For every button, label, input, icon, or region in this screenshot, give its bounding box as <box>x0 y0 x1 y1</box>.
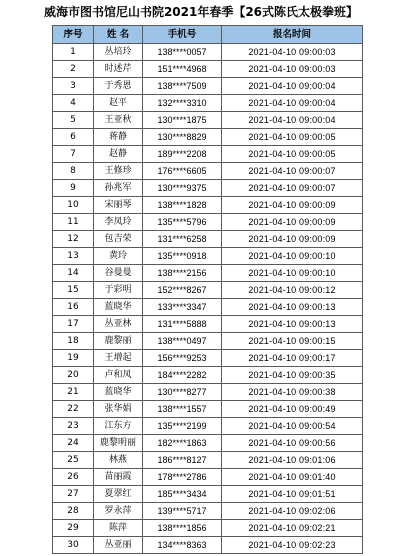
cell-index: 20 <box>53 367 94 384</box>
cell-phone: 131****6258 <box>143 231 222 248</box>
cell-index: 27 <box>53 486 94 503</box>
cell-phone: 138****7509 <box>143 78 222 95</box>
cell-name: 蒋静 <box>94 129 143 146</box>
cell-phone: 130****8277 <box>143 384 222 401</box>
cell-name: 鹿黎丽 <box>94 333 143 350</box>
table-row <box>53 180 363 197</box>
cell-index: 15 <box>53 282 94 299</box>
cell-index: 17 <box>53 316 94 333</box>
table-row <box>53 248 363 265</box>
cell-index: 10 <box>53 197 94 214</box>
cell-phone: 133****3347 <box>143 299 222 316</box>
cell-phone: 135****0918 <box>143 248 222 265</box>
cell-phone: 138****1856 <box>143 520 222 537</box>
cell-name: 鹿黎明丽 <box>94 435 143 452</box>
table-row <box>53 197 363 214</box>
header-name: 姓 名 <box>94 26 143 44</box>
cell-index: 4 <box>53 95 94 112</box>
cell-phone: 185****3434 <box>143 486 222 503</box>
cell-name: 丛培玲 <box>94 44 143 61</box>
table-row <box>53 486 363 503</box>
cell-time: 2021-04-10 09:01:51 <box>222 486 363 503</box>
cell-name: 包吉荣 <box>94 231 143 248</box>
cell-time: 2021-04-10 09:00:15 <box>222 333 363 350</box>
cell-phone: 178****2786 <box>143 469 222 486</box>
cell-index: 23 <box>53 418 94 435</box>
cell-time: 2021-04-10 09:00:10 <box>222 248 363 265</box>
table-row <box>53 435 363 452</box>
table-row <box>53 537 363 554</box>
cell-phone: 132****3310 <box>143 95 222 112</box>
cell-phone: 130****8829 <box>143 129 222 146</box>
cell-index: 16 <box>53 299 94 316</box>
cell-time: 2021-04-10 09:00:07 <box>222 163 363 180</box>
registration-table <box>52 25 363 554</box>
table-row <box>53 520 363 537</box>
cell-phone: 130****9375 <box>143 180 222 197</box>
cell-time: 2021-04-10 09:00:10 <box>222 265 363 282</box>
table-row <box>53 316 363 333</box>
table-row <box>53 163 363 180</box>
cell-name: 谷曼曼 <box>94 265 143 282</box>
cell-name: 蓝晓华 <box>94 299 143 316</box>
cell-index: 9 <box>53 180 94 197</box>
cell-time: 2021-04-10 09:02:06 <box>222 503 363 520</box>
table-row <box>53 146 363 163</box>
cell-name: 江东方 <box>94 418 143 435</box>
cell-index: 19 <box>53 350 94 367</box>
cell-name: 苗丽霞 <box>94 469 143 486</box>
cell-name: 于彩明 <box>94 282 143 299</box>
cell-name: 蓝晓华 <box>94 384 143 401</box>
cell-name: 于秀恩 <box>94 78 143 95</box>
cell-index: 11 <box>53 214 94 231</box>
cell-phone: 138****0057 <box>143 44 222 61</box>
cell-name: 赵平 <box>94 95 143 112</box>
table-row <box>53 95 363 112</box>
table-row <box>53 367 363 384</box>
cell-name: 丛亚林 <box>94 316 143 333</box>
cell-name: 孙兆军 <box>94 180 143 197</box>
cell-name: 夏翠红 <box>94 486 143 503</box>
table-row <box>53 214 363 231</box>
table-row <box>53 265 363 282</box>
cell-name: 陈萍 <box>94 520 143 537</box>
cell-phone: 134****8363 <box>143 537 222 554</box>
cell-time: 2021-04-10 09:00:03 <box>222 44 363 61</box>
table-row <box>53 384 363 401</box>
cell-name: 丛亚丽 <box>94 537 143 554</box>
table-row <box>53 452 363 469</box>
cell-name: 王亚秋 <box>94 112 143 129</box>
cell-time: 2021-04-10 09:00:09 <box>222 214 363 231</box>
cell-time: 2021-04-10 09:02:23 <box>222 537 363 554</box>
table-row <box>53 350 363 367</box>
cell-phone: 138****0497 <box>143 333 222 350</box>
table-row <box>53 44 363 61</box>
cell-phone: 152****8267 <box>143 282 222 299</box>
cell-time: 2021-04-10 09:00:13 <box>222 299 363 316</box>
table-row <box>53 61 363 78</box>
cell-index: 29 <box>53 520 94 537</box>
cell-index: 6 <box>53 129 94 146</box>
table-row <box>53 231 363 248</box>
cell-index: 25 <box>53 452 94 469</box>
cell-phone: 138****1557 <box>143 401 222 418</box>
header-time: 报名时间 <box>222 26 363 44</box>
cell-name: 王修珍 <box>94 163 143 180</box>
table-row <box>53 333 363 350</box>
cell-phone: 130****1875 <box>143 112 222 129</box>
cell-name: 王增起 <box>94 350 143 367</box>
cell-time: 2021-04-10 09:00:56 <box>222 435 363 452</box>
cell-name: 李凤玲 <box>94 214 143 231</box>
cell-name: 宋丽琴 <box>94 197 143 214</box>
cell-phone: 138****1828 <box>143 197 222 214</box>
cell-time: 2021-04-10 09:00:07 <box>222 180 363 197</box>
table-row <box>53 129 363 146</box>
table-row <box>53 401 363 418</box>
table-row <box>53 503 363 520</box>
cell-time: 2021-04-10 09:02:21 <box>222 520 363 537</box>
cell-index: 14 <box>53 265 94 282</box>
cell-name: 赵静 <box>94 146 143 163</box>
cell-index: 3 <box>53 78 94 95</box>
cell-index: 12 <box>53 231 94 248</box>
cell-time: 2021-04-10 09:00:09 <box>222 197 363 214</box>
table-row <box>53 469 363 486</box>
table-row <box>53 282 363 299</box>
cell-index: 30 <box>53 537 94 554</box>
cell-time: 2021-04-10 09:01:40 <box>222 469 363 486</box>
table-row <box>53 112 363 129</box>
cell-index: 24 <box>53 435 94 452</box>
cell-time: 2021-04-10 09:00:04 <box>222 78 363 95</box>
cell-time: 2021-04-10 09:00:13 <box>222 316 363 333</box>
cell-phone: 135****2199 <box>143 418 222 435</box>
cell-index: 8 <box>53 163 94 180</box>
table-row <box>53 418 363 435</box>
cell-phone: 176****6605 <box>143 163 222 180</box>
cell-phone: 131****5888 <box>143 316 222 333</box>
cell-index: 22 <box>53 401 94 418</box>
cell-name: 罗永萍 <box>94 503 143 520</box>
cell-phone: 151****4968 <box>143 61 222 78</box>
cell-time: 2021-04-10 09:00:04 <box>222 112 363 129</box>
cell-index: 26 <box>53 469 94 486</box>
cell-name: 张华娟 <box>94 401 143 418</box>
cell-index: 13 <box>53 248 94 265</box>
cell-name: 林燕 <box>94 452 143 469</box>
cell-phone: 182****1863 <box>143 435 222 452</box>
cell-name: 时述芹 <box>94 61 143 78</box>
table-header-row <box>53 26 363 44</box>
cell-time: 2021-04-10 09:00:04 <box>222 95 363 112</box>
cell-phone: 189****2208 <box>143 146 222 163</box>
cell-name: 黄玲 <box>94 248 143 265</box>
cell-time: 2021-04-10 09:00:35 <box>222 367 363 384</box>
cell-phone: 184****2282 <box>143 367 222 384</box>
cell-index: 2 <box>53 61 94 78</box>
cell-phone: 135****5796 <box>143 214 222 231</box>
cell-phone: 139****5717 <box>143 503 222 520</box>
cell-time: 2021-04-10 09:00:05 <box>222 146 363 163</box>
cell-time: 2021-04-10 09:00:38 <box>222 384 363 401</box>
cell-time: 2021-04-10 09:00:54 <box>222 418 363 435</box>
table-row <box>53 299 363 316</box>
document-title: 威海市图书馆尼山书院2021年春季【26式陈氏太极拳班】 <box>43 5 359 19</box>
cell-index: 18 <box>53 333 94 350</box>
cell-index: 21 <box>53 384 94 401</box>
cell-index: 1 <box>53 44 94 61</box>
header-phone: 手机号 <box>143 26 222 44</box>
cell-time: 2021-04-10 09:00:17 <box>222 350 363 367</box>
cell-index: 5 <box>53 112 94 129</box>
cell-time: 2021-04-10 09:00:09 <box>222 231 363 248</box>
cell-phone: 186****8127 <box>143 452 222 469</box>
cell-index: 7 <box>53 146 94 163</box>
cell-phone: 138****2156 <box>143 265 222 282</box>
cell-name: 卢和凤 <box>94 367 143 384</box>
cell-phone: 156****9253 <box>143 350 222 367</box>
cell-time: 2021-04-10 09:00:12 <box>222 282 363 299</box>
cell-time: 2021-04-10 09:01:06 <box>222 452 363 469</box>
header-index: 序号 <box>53 26 94 44</box>
table-row <box>53 78 363 95</box>
cell-time: 2021-04-10 09:00:49 <box>222 401 363 418</box>
cell-time: 2021-04-10 09:00:05 <box>222 129 363 146</box>
cell-index: 28 <box>53 503 94 520</box>
table-body <box>53 44 363 554</box>
cell-time: 2021-04-10 09:00:03 <box>222 61 363 78</box>
